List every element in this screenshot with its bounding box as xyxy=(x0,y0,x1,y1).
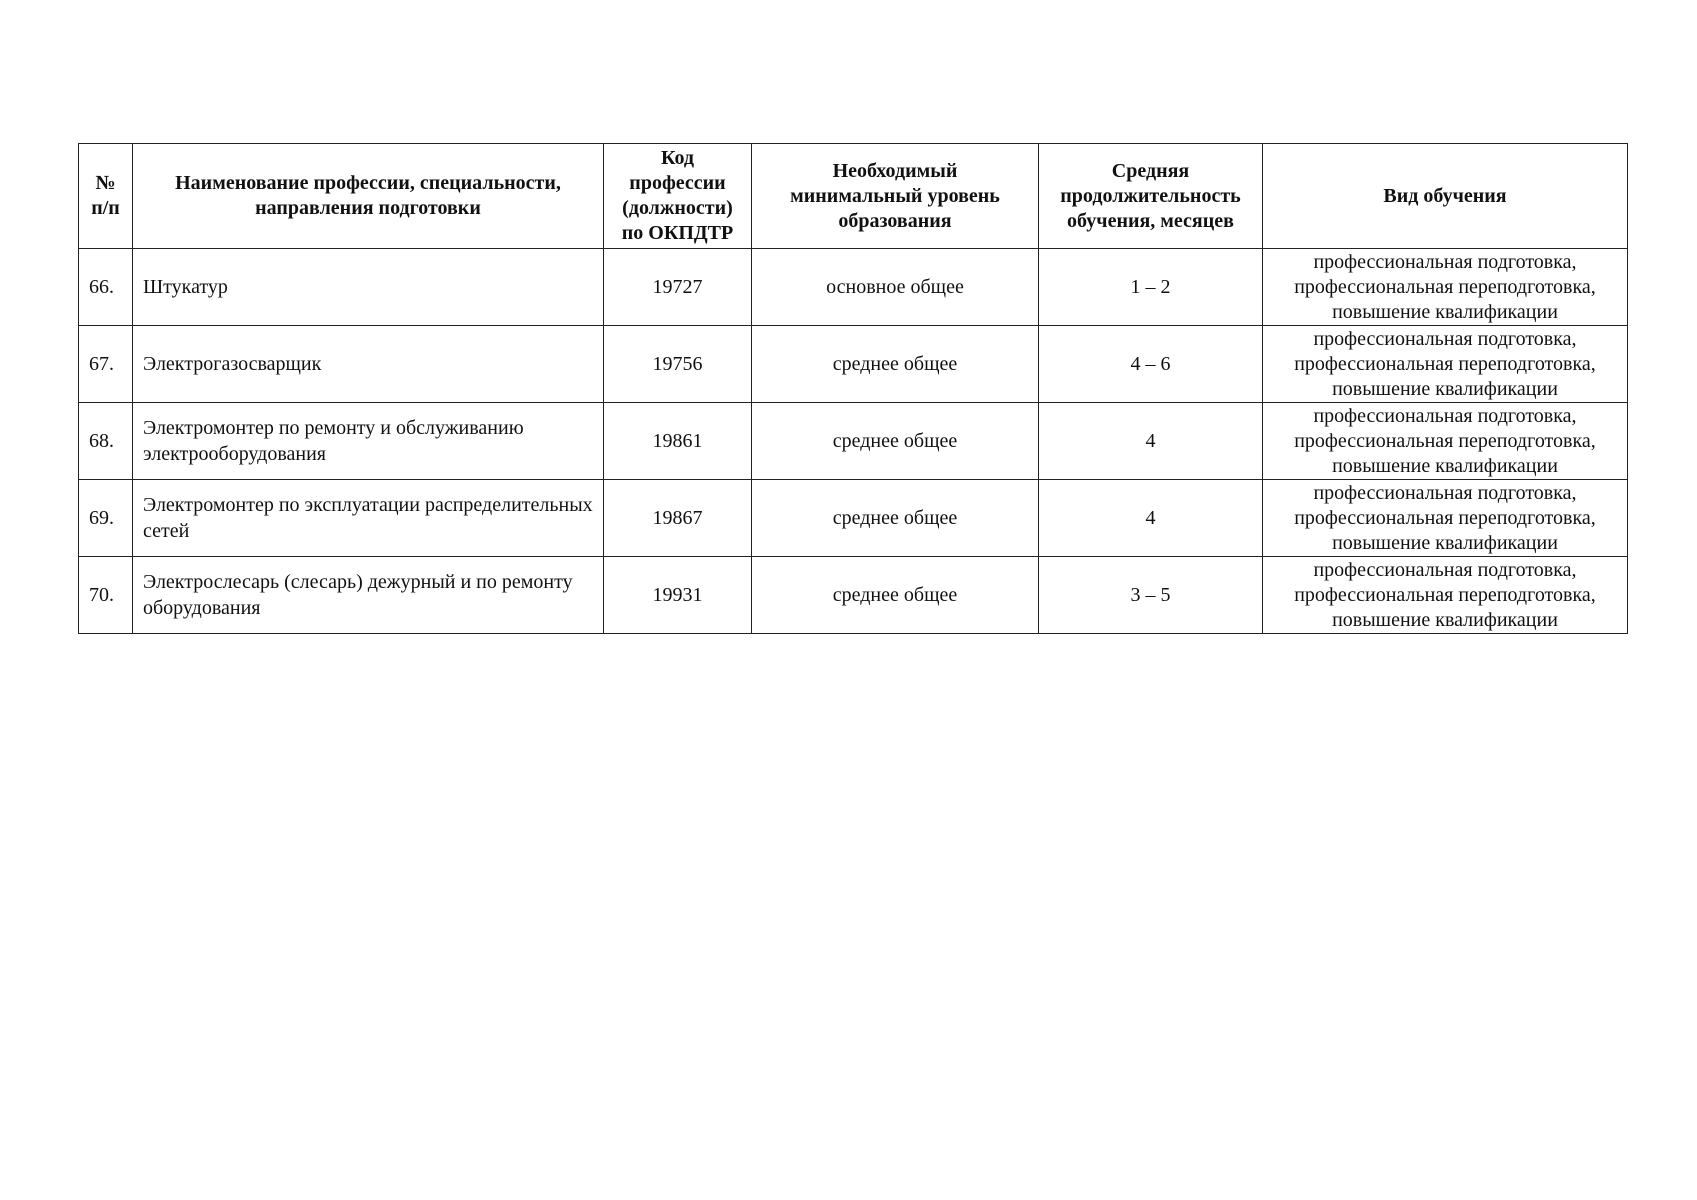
kind-line: профессиональная переподготовка, xyxy=(1294,352,1596,375)
cell-kind xyxy=(1263,557,1628,634)
cell-level: основное общее xyxy=(752,249,1039,326)
cell-code: 19756 xyxy=(604,326,752,403)
table-body xyxy=(79,249,1628,634)
kind-line: профессиональная подготовка, xyxy=(1313,327,1577,350)
cell-num: 66. xyxy=(79,249,133,326)
cell-code: 19867 xyxy=(604,480,752,557)
table-header xyxy=(79,144,1628,249)
kind-line: повышение квалификации xyxy=(1332,608,1558,631)
cell-level: среднее общее xyxy=(752,480,1039,557)
header-num: № п/п xyxy=(79,144,133,249)
table-row xyxy=(79,249,1628,326)
table-row xyxy=(79,403,1628,480)
table-row xyxy=(79,480,1628,557)
cell-num: 69. xyxy=(79,480,133,557)
cell-name: Электромонтер по ремонту и обслуживанию электрооборудования xyxy=(133,403,604,480)
cell-code: 19727 xyxy=(604,249,752,326)
cell-kind xyxy=(1263,249,1628,326)
cell-kind xyxy=(1263,403,1628,480)
header-kind: Вид обучения xyxy=(1263,144,1628,249)
table-row xyxy=(79,557,1628,634)
kind-line: профессиональная подготовка, xyxy=(1313,558,1577,581)
cell-duration: 4 – 6 xyxy=(1039,326,1263,403)
cell-level: среднее общее xyxy=(752,326,1039,403)
cell-code: 19931 xyxy=(604,557,752,634)
cell-duration: 4 xyxy=(1039,480,1263,557)
cell-level: среднее общее xyxy=(752,557,1039,634)
professions-table xyxy=(78,143,1628,634)
header-name: Наименование профессии, специальности, направления подготовки xyxy=(133,144,604,249)
kind-line: профессиональная переподготовка, xyxy=(1294,583,1596,606)
kind-line: профессиональная переподготовка, xyxy=(1294,275,1596,298)
cell-name: Штукатур xyxy=(133,249,604,326)
kind-line: профессиональная подготовка, xyxy=(1313,404,1577,427)
header-duration: Средняя продолжительность обучения, месяцев xyxy=(1039,144,1263,249)
header-code: Код профессии (должности) по ОКПДТР xyxy=(604,144,752,249)
cell-num: 67. xyxy=(79,326,133,403)
cell-name: Электрогазосварщик xyxy=(133,326,604,403)
cell-name: Электромонтер по эксплуатации распределительных сетей xyxy=(133,480,604,557)
cell-num: 68. xyxy=(79,403,133,480)
kind-line: повышение квалификации xyxy=(1332,300,1558,323)
kind-line: профессиональная переподготовка, xyxy=(1294,429,1596,452)
table-row xyxy=(79,326,1628,403)
cell-duration: 4 xyxy=(1039,403,1263,480)
kind-line: повышение квалификации xyxy=(1332,531,1558,554)
kind-line: повышение квалификации xyxy=(1332,454,1558,477)
cell-duration: 1 – 2 xyxy=(1039,249,1263,326)
kind-line: профессиональная переподготовка, xyxy=(1294,506,1596,529)
header-level: Необходимый минимальный уровень образования xyxy=(752,144,1039,249)
cell-num: 70. xyxy=(79,557,133,634)
cell-duration: 3 – 5 xyxy=(1039,557,1263,634)
header-row xyxy=(79,144,1628,249)
kind-line: профессиональная подготовка, xyxy=(1313,250,1577,273)
cell-level: среднее общее xyxy=(752,403,1039,480)
cell-kind xyxy=(1263,326,1628,403)
cell-kind xyxy=(1263,480,1628,557)
cell-name: Электрослесарь (слесарь) дежурный и по ремонту оборудования xyxy=(133,557,604,634)
kind-line: повышение квалификации xyxy=(1332,377,1558,400)
kind-line: профессиональная подготовка, xyxy=(1313,481,1577,504)
cell-code: 19861 xyxy=(604,403,752,480)
